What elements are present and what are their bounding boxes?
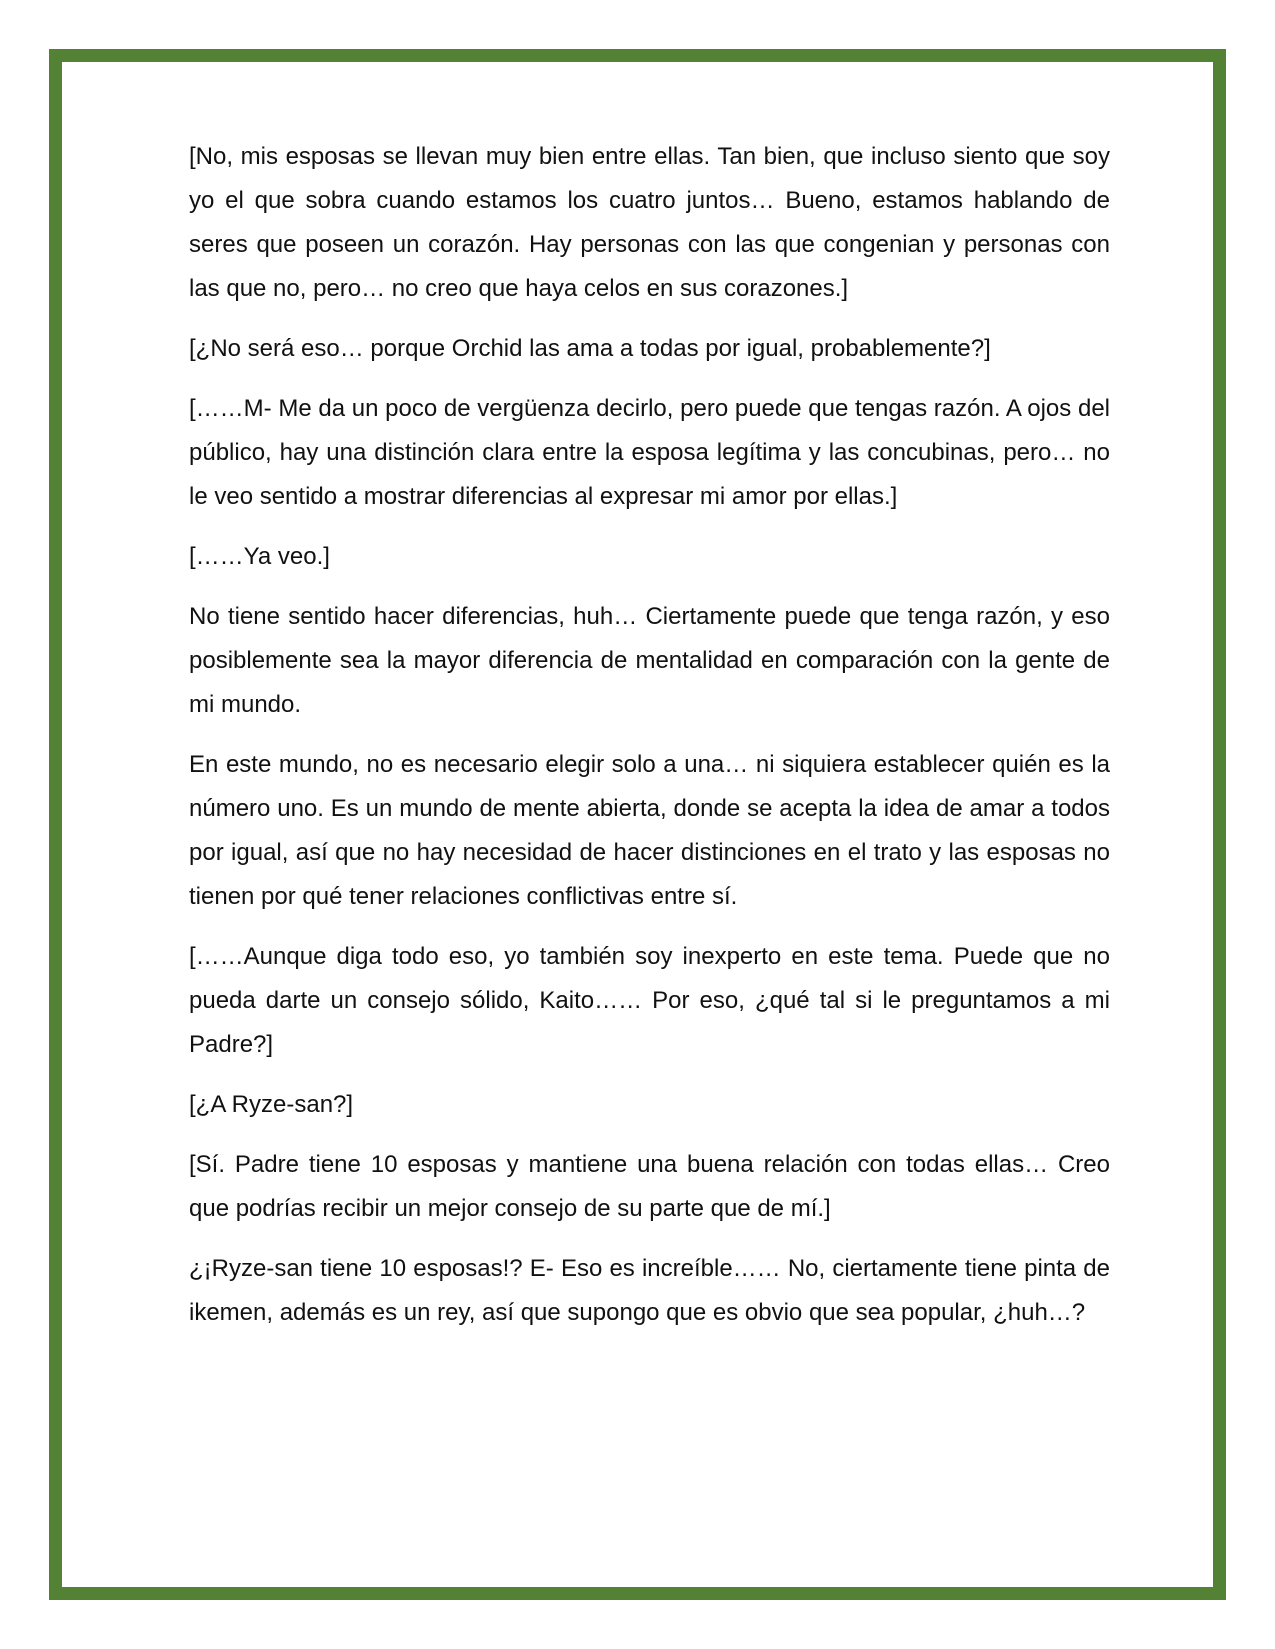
paragraph: [Sí. Padre tiene 10 esposas y mantiene una buena relación con todas ellas… Creo que podrías recibir un mejor consejo de su parte que de mí.] [189,1151,1110,1222]
page-border-frame [49,49,1226,1600]
paragraph: [No, mis esposas se llevan muy bien entre ellas. Tan bien, que incluso siento que soy yo el que sobra cuando estamos los cuatro juntos… Bueno, estamos hablando de seres que poseen un corazón. Hay personas con las que congenian y personas con las que no, pero… no creo que haya celos en sus corazones.] [189,143,1110,302]
paragraph: [……Ya veo.] [189,543,330,570]
paragraph: [¿No será eso… porque Orchid las ama a todas por igual, probablemente?] [189,335,991,362]
paragraph: [¿A Ryze-san?] [189,1091,354,1118]
paragraph: En este mundo, no es necesario elegir solo a una… ni siquiera establecer quién es la número uno. Es un mundo de mente abierta, donde se acepta la idea de amar a todos por igual, así que no hay necesidad de hacer distinciones en el trato y las esposas no tienen por qué tener relaciones conflictivas entre sí. [189,751,1110,910]
paragraph: ¿¡Ryze-san tiene 10 esposas!? E- Eso es increíble…… No, ciertamente tiene pinta de ikemen, además es un rey, así que supongo que es obvio que sea popular, ¿huh…? [189,1255,1110,1326]
document-body [189,135,1110,1351]
paragraph: [……Aunque diga todo eso, yo también soy inexperto en este tema. Puede que no pueda darte un consejo sólido, Kaito…… Por eso, ¿qué tal si le preguntamos a mi Padre?] [189,943,1110,1058]
paragraph: No tiene sentido hacer diferencias, huh… Ciertamente puede que tenga razón, y eso posiblemente sea la mayor diferencia de mentalidad en comparación con la gente de mi mundo. [189,603,1110,718]
paragraph: [……M- Me da un poco de vergüenza decirlo, pero puede que tengas razón. A ojos del público, hay una distinción clara entre la esposa legítima y las concubinas, pero… no le veo sentido a mostrar diferencias al expresar mi amor por ellas.] [189,395,1110,510]
